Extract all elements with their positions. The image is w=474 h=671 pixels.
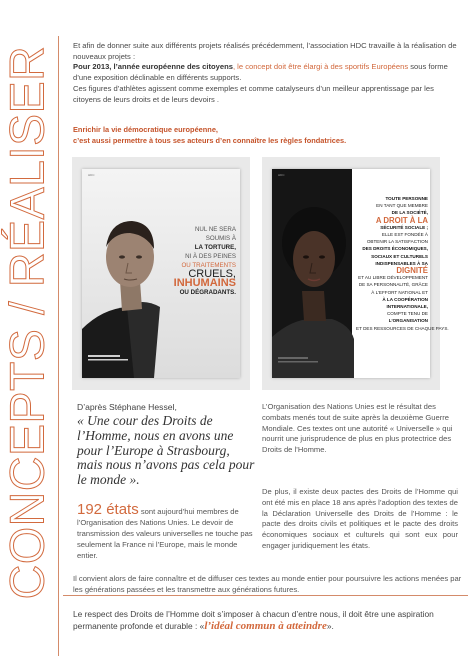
side-title-text: CONCEPTS / RÉALISER — [1, 45, 55, 599]
poster-slogan-line: LA TORTURE, — [194, 244, 236, 251]
poster-slogan-line: A DROIT À LA — [375, 215, 428, 225]
poster-slogan-line: NUL NE SERA — [194, 226, 236, 233]
poster-slogan-line: À LA COOPÉRATION — [382, 296, 428, 302]
pactes-paragraph: De plus, il existe deux pactes des Droits de l’Homme qui ont été mis en place 18 ans après l’adoption des textes de la Déclaration Universelle des Droits de l’Homme : le pacte des droits civils et politiques et le pacte des droits économiques sociaux et culturels qui sont eux pour engager juridiquement les états. — [262, 487, 458, 550]
poster-slogan-line: OU TRAITEMENTS — [181, 262, 236, 269]
intro-text — [73, 41, 458, 105]
poster-slogan-line: INTERNATIONALE, — [386, 304, 428, 310]
poster-article-22 — [262, 157, 449, 390]
bottom-paragraph-2-end: ». — [326, 621, 334, 632]
bottom-paragraph-2-start: Le respect des Droits de l’Homme doit s’imposer à chacun d’entre nous, il doit être une aspiration permanente profonde et durable : « — [73, 609, 434, 632]
poster-slogan — [164, 225, 236, 297]
poster-slogan-line: INDISPENSABLES À SA — [375, 260, 428, 266]
enrich-heading — [73, 125, 458, 146]
states-text: sont aujourd’hui membres de l’Organisation des Nations Unies. Le devoir de transmission des valeurs universelles ne touche pas seulement la France ni l’Europe, mais le monde entier. — [77, 507, 253, 560]
poster-slogan-line: L’ORGANISATION — [388, 318, 428, 324]
poster-slogan-line: CRUELS, — [188, 268, 236, 280]
states-number: 192 états — [77, 501, 139, 518]
enrich-line-1: Enrichir la vie démocratique européenne, — [73, 125, 218, 134]
poster-slogan-line: DE LA SOCIÉTÉ, — [391, 210, 428, 216]
poster-page — [272, 169, 449, 378]
states-paragraph — [77, 501, 253, 562]
poster-slogan-line: À L’EFFORT NATIONAL ET — [371, 289, 428, 295]
poster-slogan-line: INHUMAINS — [173, 277, 236, 289]
quote-attribution: D’après Stéphane Hessel, — [77, 402, 177, 412]
bottom-paragraph-1: Il convient alors de faire connaître et de diffuser ces textes au monde entier pour poursuivre les actions menées par les générations passées et les transmettre aux générations futures. — [73, 574, 462, 594]
poster-slogan-line: OBTENIR LA SATISFACTION — [366, 239, 428, 245]
poster-slogan-line: ELLE EST FONDÉE À — [381, 232, 428, 238]
intro-paragraph-3: Ces figures d’athlètes agissent comme exemples et comme catalyseurs d’un meilleur apprentissage par les citoyens de leurs droits et de leurs devoirs . — [73, 83, 434, 104]
poster-slogan-line: TOUTE PERSONNE — [385, 196, 428, 201]
poster-slogan-line: ET DES RESSOURCES DE CHAQUE PAYS. — [356, 325, 449, 331]
poster-slogan-line: DES DROITS ÉCONOMIQUES, — [362, 246, 428, 252]
poster-slogan-line: SOCIAUX ET CULTURELS — [371, 253, 428, 259]
poster-slogan-line: NI À DES PEINES — [185, 253, 236, 260]
poster-slogan-line: DE SA PERSONNALITÉ, GRÂCE — [358, 282, 428, 288]
poster-page — [82, 169, 240, 378]
intro-orange: , le concept doit être élargi à des sportifs Européens — [232, 62, 409, 72]
intro-bold: Pour 2013, l’année européenne des citoyens — [73, 62, 233, 72]
poster-slogan-line: SÉCURITÉ SOCIALE ; — [380, 224, 428, 230]
poster-article-5 — [72, 157, 250, 390]
intro-paragraph-1: Et afin de donner suite aux différents projets réalisés précédemment, l’association HDC travaille à la réalisation de nouveaux projets : — [73, 41, 457, 61]
hessel-quote: « Une cour des Droits de l’Homme, nous en avons une pour l’Europe à Strasbourg, mais nous n’avons pas cela pour le monde ». — [77, 413, 255, 488]
poster-slogan — [356, 195, 449, 332]
intro-rest: sous forme d’une exposition déclinable en différents supports. — [73, 62, 448, 83]
poster-slogan-line: COMPTE TENU DE — [386, 311, 428, 317]
poster-tag: HDC — [88, 173, 95, 177]
poster-slogan-line: OU DÉGRADANTS. — [179, 289, 236, 296]
side-title — [1, 42, 55, 602]
poster-slogan-line: DIGNITÉ — [396, 266, 428, 276]
vertical-divider — [58, 36, 59, 656]
onu-paragraph: L’Organisation des Nations Unies est le résultat des combats menés tout de suite après la deuxième Guerre Mondiale. Ces textes ont une autorité « Universelle » qui nourrit une jurisprudence de plus en plus protectrice des Droits de l’Homme. — [262, 402, 453, 455]
poster-slogan-line: ET AU LIBRE DÉVELOPPEMENT — [358, 275, 428, 281]
bottom-paragraph-2 — [73, 608, 463, 632]
poster-slogan-line: EN TANT QUE MEMBRE — [376, 203, 428, 209]
enrich-line-2: c’est aussi permettre à tous ses acteurs d’en connaître les règles fondatrices. — [73, 135, 347, 145]
intro-paragraph-2 — [73, 62, 458, 83]
poster-slogan-line: SOUMIS À — [205, 235, 236, 242]
ideal-phrase: l’idéal commun à atteindre — [204, 620, 327, 633]
poster-tag: HDC — [278, 173, 285, 177]
horizontal-divider — [63, 595, 468, 596]
